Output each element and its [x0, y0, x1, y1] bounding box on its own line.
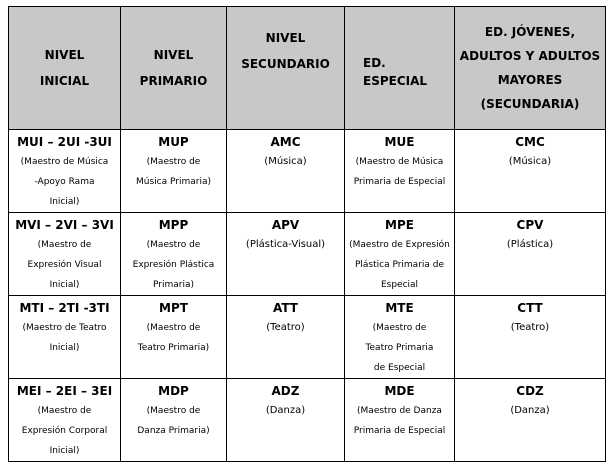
cell-jovenes-adultos — [455, 379, 606, 462]
course-description — [455, 401, 605, 421]
description-line: (Teatro) — [266, 322, 305, 333]
course-description — [345, 318, 454, 378]
cell-jovenes-adultos — [455, 296, 606, 379]
description-line: (Música) — [508, 156, 552, 167]
course-code: MTE — [385, 301, 414, 315]
table-row — [9, 296, 606, 379]
course-description — [121, 318, 226, 358]
table-row — [9, 130, 606, 213]
description-line: -Apoyo Rama — [34, 177, 95, 187]
header-row — [9, 7, 606, 130]
description-line: Inicial) — [49, 197, 80, 207]
table-row — [9, 213, 606, 296]
description-line: Teatro Primaria) — [137, 343, 210, 353]
description-line: Teatro Primaria — [365, 343, 434, 353]
description-line: (Danza) — [265, 405, 306, 416]
description-line: (Maestro de Teatro — [22, 323, 107, 333]
description-line: (Plástica) — [506, 239, 554, 250]
course-description — [227, 235, 344, 255]
cell-jovenes-adultos — [455, 213, 606, 296]
description-line: Primaria) — [153, 280, 194, 290]
course-code: AMC — [270, 135, 301, 149]
course-description — [9, 235, 120, 295]
cell-inicial — [9, 379, 121, 462]
table-body — [9, 130, 606, 462]
cell-secundario — [227, 296, 345, 379]
description-line: Plástica Primaria de — [354, 260, 445, 270]
course-description — [455, 235, 605, 255]
course-description — [227, 318, 344, 338]
description-line: (Maestro de — [146, 240, 201, 250]
header-nivel-inicial: NIVEL INICIAL — [9, 7, 121, 130]
description-line: (Maestro de — [146, 157, 201, 167]
course-description — [345, 152, 454, 192]
cell-especial — [345, 379, 455, 462]
header-ed-especial: ED. ESPECIAL — [345, 7, 455, 130]
description-line: (Maestro de — [372, 323, 427, 333]
description-line: (Danza) — [510, 405, 550, 416]
description-line: Especial — [380, 280, 419, 290]
table-row — [9, 379, 606, 462]
cell-especial — [345, 213, 455, 296]
description-line: Primaria de Especial — [353, 177, 446, 187]
cell-secundario — [227, 213, 345, 296]
course-code: MUP — [158, 135, 189, 149]
course-code: MPP — [158, 218, 189, 232]
cell-especial — [345, 296, 455, 379]
description-line: Inicial) — [49, 343, 80, 353]
course-description — [455, 152, 605, 172]
description-line: Danza Primaria) — [137, 426, 210, 436]
course-description — [9, 401, 120, 461]
description-line: Expresión Visual — [27, 260, 102, 270]
cell-secundario — [227, 130, 345, 213]
cell-jovenes-adultos — [455, 130, 606, 213]
description-line: (Maestro de Música — [355, 157, 444, 167]
description-line: (Maestro de Expresión — [349, 240, 450, 250]
cell-especial — [345, 130, 455, 213]
course-code: MDP — [158, 384, 189, 398]
header-ed-jovenes-adultos: ED. JÓVENES, ADULTOS Y ADULTOS MAYORES (SECUNDARIA) — [455, 7, 606, 130]
cell-primario — [121, 130, 227, 213]
header-nivel-primario: NIVEL PRIMARIO — [121, 7, 227, 130]
course-code: MDE — [384, 384, 415, 398]
description-line: Primaria de Especial — [353, 426, 446, 436]
description-line: (Teatro) — [510, 322, 550, 333]
levels-table — [8, 6, 606, 462]
course-code: MUE — [384, 135, 415, 149]
course-code: MVI – 2VI – 3VI — [15, 218, 114, 232]
course-code: CDZ — [516, 384, 544, 398]
course-code: MPE — [385, 218, 414, 232]
course-description — [121, 152, 226, 192]
course-description — [121, 401, 226, 441]
course-description — [345, 235, 454, 295]
description-line: (Maestro de Danza — [357, 406, 442, 416]
course-description — [9, 318, 120, 358]
description-line: (Maestro de — [37, 240, 92, 250]
course-code: CTT — [517, 301, 543, 315]
course-description — [345, 401, 454, 441]
cell-inicial — [9, 296, 121, 379]
header-nivel-secundario: NIVEL SECUNDARIO — [227, 7, 345, 130]
document-table-wrapper — [8, 6, 605, 462]
description-line: Expresión Corporal — [21, 426, 108, 436]
description-line: (Maestro de Música — [20, 157, 109, 167]
description-line: de Especial — [373, 363, 426, 373]
cell-primario — [121, 213, 227, 296]
cell-primario — [121, 296, 227, 379]
description-line: (Música) — [264, 156, 307, 167]
course-code: ATT — [272, 301, 298, 315]
course-description — [121, 235, 226, 295]
description-line: Música Primaria) — [136, 177, 211, 187]
cell-inicial — [9, 130, 121, 213]
course-code: CMC — [515, 135, 545, 149]
description-line: (Maestro de — [146, 406, 201, 416]
description-line: Inicial) — [49, 280, 80, 290]
cell-inicial — [9, 213, 121, 296]
course-code: MPT — [159, 301, 188, 315]
description-line: Inicial) — [49, 446, 80, 456]
course-description — [227, 401, 344, 421]
course-description — [455, 318, 605, 338]
description-line: (Maestro de — [37, 406, 92, 416]
course-code: APV — [271, 218, 300, 232]
course-description — [227, 152, 344, 172]
description-line: (Plástica-Visual) — [245, 239, 326, 250]
course-code: MUI – 2UI -3UI — [17, 135, 112, 149]
course-description — [9, 152, 120, 212]
description-line: (Maestro de — [146, 323, 201, 333]
cell-primario — [121, 379, 227, 462]
course-code: MTI – 2TI -3TI — [19, 301, 110, 315]
course-code: MEI – 2EI – 3EI — [16, 384, 113, 398]
course-code: CPV — [516, 218, 544, 232]
course-code: ADZ — [271, 384, 300, 398]
cell-secundario — [227, 379, 345, 462]
description-line: Expresión Plástica — [132, 260, 215, 270]
